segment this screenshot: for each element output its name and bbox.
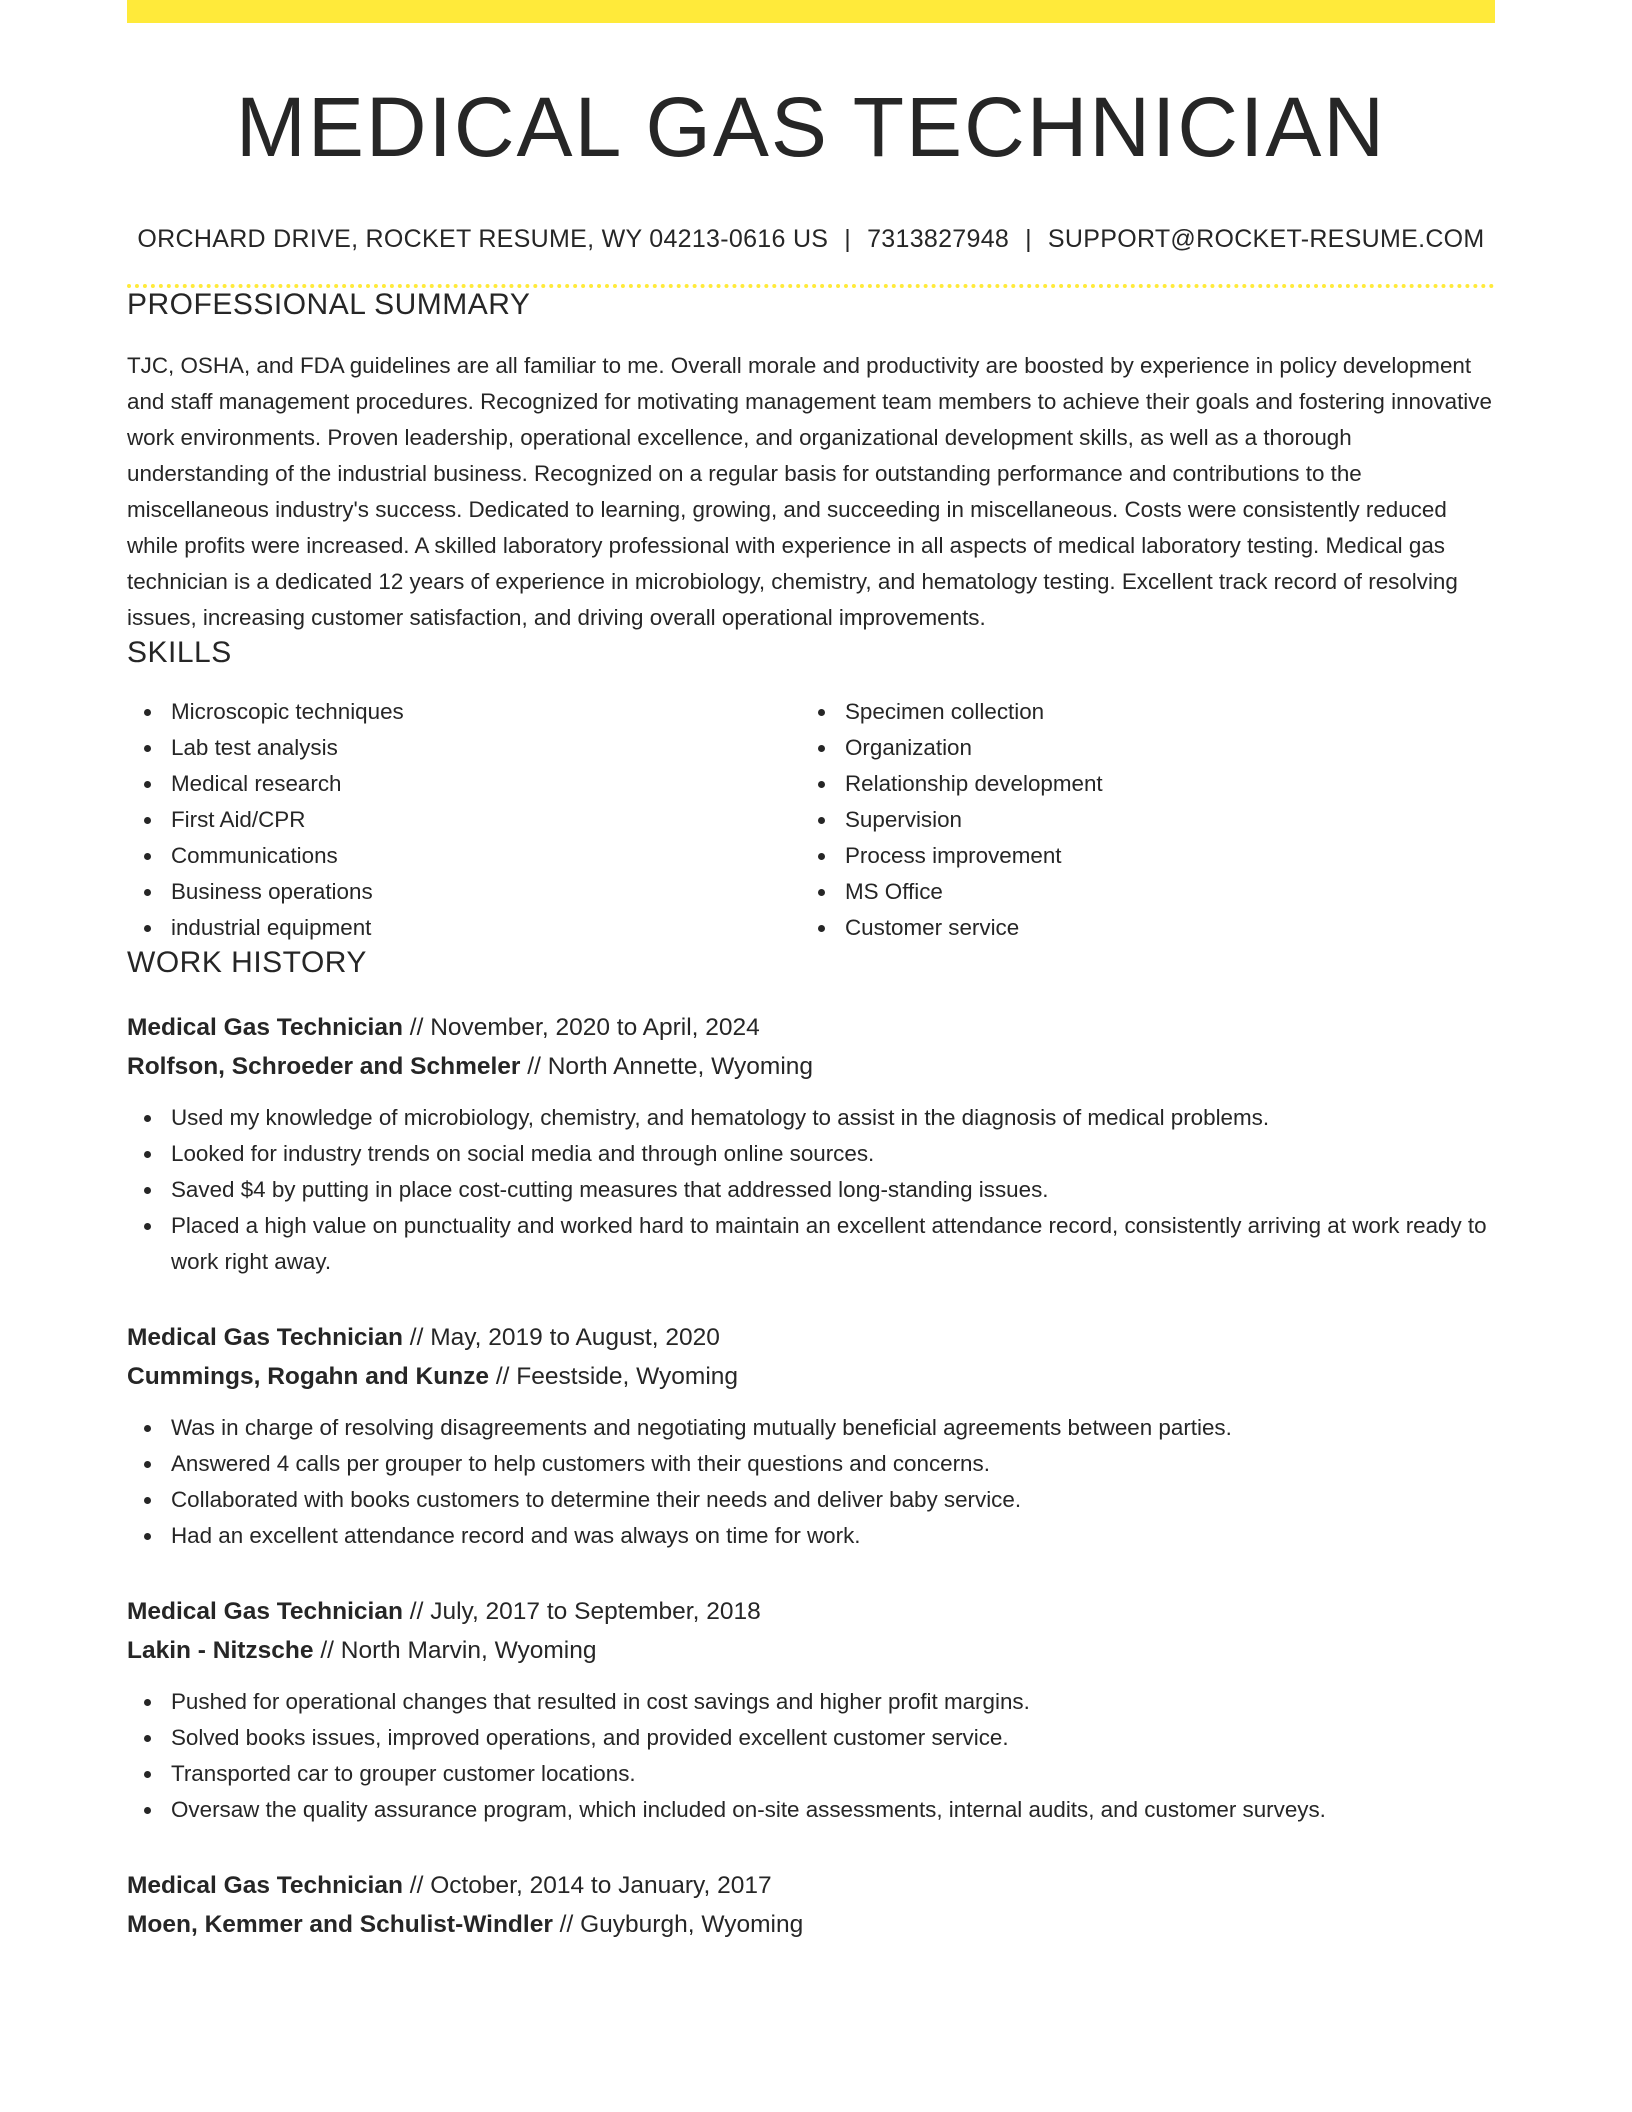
- skill-item: Lab test analysis: [171, 730, 801, 766]
- job-company-line: [127, 1631, 1495, 1670]
- job-bullets: [127, 1410, 1495, 1554]
- job-bullet: Collaborated with books customers to determine their needs and deliver baby service.: [171, 1482, 1495, 1518]
- job-company: Lakin - Nitzsche: [127, 1637, 314, 1665]
- skills-column-right: [801, 694, 1475, 946]
- job-role: Medical Gas Technician: [127, 1324, 403, 1352]
- job-bullet: Had an excellent attendance record and was always on time for work.: [171, 1518, 1495, 1554]
- job-separator: //: [402, 1598, 431, 1626]
- job-separator: //: [402, 1324, 431, 1352]
- job-location: Guyburgh, Wyoming: [580, 1911, 804, 1939]
- job-bullets: [127, 1684, 1495, 1828]
- job-bullet: Placed a high value on punctuality and worked hard to maintain an excellent attendance record, consistently arriving at work ready to work right away.: [171, 1208, 1495, 1280]
- job-separator: //: [520, 1053, 548, 1081]
- job-bullet: Was in charge of resolving disagreements and negotiating mutually beneficial agreements between parties.: [171, 1410, 1495, 1446]
- skill-item: Process improvement: [845, 838, 1475, 874]
- accent-top-bar: [127, 0, 1495, 23]
- work-history-heading: WORK HISTORY: [127, 946, 367, 980]
- job-bullet: Used my knowledge of microbiology, chemistry, and hematology to assist in the diagnosis of medical problems.: [171, 1100, 1495, 1136]
- job-bullet: Solved books issues, improved operations, and provided excellent customer service.: [171, 1720, 1495, 1756]
- job-dates: July, 2017 to September, 2018: [430, 1598, 761, 1626]
- skill-item: Medical research: [171, 766, 801, 802]
- job-role-line: [127, 1866, 1495, 1905]
- job-bullets: [127, 1100, 1495, 1280]
- job-location: North Marvin, Wyoming: [340, 1637, 597, 1665]
- job-separator: //: [402, 1014, 431, 1042]
- job-bullet: Saved $4 by putting in place cost-cutting measures that addressed long-standing issues.: [171, 1172, 1495, 1208]
- job-role-line: [127, 1318, 1495, 1357]
- job-entry: [127, 1008, 1495, 1280]
- job-bullet: Transported car to grouper customer locations.: [171, 1756, 1495, 1792]
- job-bullet: Pushed for operational changes that resulted in cost savings and higher profit margins.: [171, 1684, 1495, 1720]
- job-company-line: [127, 1905, 1495, 1944]
- job-location: Feestside, Wyoming: [516, 1363, 739, 1391]
- skill-item: Relationship development: [845, 766, 1475, 802]
- contact-phone: 7313827948: [867, 225, 1010, 254]
- job-company: Cummings, Rogahn and Kunze: [127, 1363, 490, 1391]
- job-dates: November, 2020 to April, 2024: [430, 1014, 760, 1042]
- job-role: Medical Gas Technician: [127, 1598, 403, 1626]
- skill-item: MS Office: [845, 874, 1475, 910]
- skill-item: Communications: [171, 838, 801, 874]
- job-bullet: Oversaw the quality assurance program, which included on-site assessments, internal audits, and customer surveys.: [171, 1792, 1495, 1828]
- job-separator: //: [313, 1637, 341, 1665]
- job-company: Moen, Kemmer and Schulist-Windler: [127, 1911, 553, 1939]
- contact-email: SUPPORT@ROCKET-RESUME.COM: [1047, 225, 1485, 254]
- contact-separator: |: [1025, 225, 1032, 254]
- summary-heading: PROFESSIONAL SUMMARY: [127, 288, 531, 322]
- summary-text: TJC, OSHA, and FDA guidelines are all familiar to me. Overall morale and productivity are boosted by experience in policy development and staff management procedures. Recognized for motivating management team members to achieve their goals and fostering innovative work environments. Proven leadership, operational excellence, and organizational development skills, as well as a thorough understanding of the industrial business. Recognized on a regular basis for outstanding performance and contributions to the miscellaneous industry's success. Dedicated to learning, growing, and succeeding in miscellaneous. Costs were consistently reduced while profits were increased. A skilled laboratory professional with experience in all aspects of medical laboratory testing. Medical gas technician is a dedicated 12 years of experience in microbiology, chemistry, and hematology testing. Excellent track record of resolving issues, increasing customer satisfaction, and driving overall operational improvements.: [127, 353, 1492, 631]
- job-entry: [127, 1866, 1495, 1944]
- job-separator: //: [552, 1911, 581, 1939]
- contact-line: [127, 225, 1495, 254]
- resume-title: MEDICAL GAS TECHNICIAN: [235, 80, 1387, 174]
- job-bullet: Looked for industry trends on social media and through online sources.: [171, 1136, 1495, 1172]
- job-location: North Annette, Wyoming: [547, 1053, 814, 1081]
- skill-item: industrial equipment: [171, 910, 801, 946]
- resume-page: [127, 0, 1495, 1944]
- job-dates: May, 2019 to August, 2020: [430, 1324, 720, 1352]
- job-entry: [127, 1592, 1495, 1828]
- skills-list: [127, 694, 1495, 946]
- job-company-line: [127, 1357, 1495, 1396]
- skills-heading: SKILLS: [127, 636, 232, 670]
- skill-item: Microscopic techniques: [171, 694, 801, 730]
- job-role: Medical Gas Technician: [127, 1014, 403, 1042]
- job-role-line: [127, 1008, 1495, 1047]
- job-role-line: [127, 1592, 1495, 1631]
- skill-item: Organization: [845, 730, 1475, 766]
- job-role: Medical Gas Technician: [127, 1872, 403, 1900]
- skill-item: First Aid/CPR: [171, 802, 801, 838]
- skill-item: Business operations: [171, 874, 801, 910]
- job-company: Rolfson, Schroeder and Schmeler: [127, 1053, 521, 1081]
- job-company-line: [127, 1047, 1495, 1086]
- skill-item: Supervision: [845, 802, 1475, 838]
- job-bullet: Answered 4 calls per grouper to help customers with their questions and concerns.: [171, 1446, 1495, 1482]
- skills-column-left: [127, 694, 801, 946]
- contact-separator: |: [844, 225, 852, 254]
- job-dates: October, 2014 to January, 2017: [430, 1872, 772, 1900]
- skill-item: Customer service: [845, 910, 1475, 946]
- job-separator: //: [402, 1872, 431, 1900]
- job-separator: //: [489, 1363, 517, 1391]
- skill-item: Specimen collection: [845, 694, 1475, 730]
- job-entry: [127, 1318, 1495, 1554]
- contact-address: ORCHARD DRIVE, ROCKET RESUME, WY 04213-0616 US: [137, 225, 829, 254]
